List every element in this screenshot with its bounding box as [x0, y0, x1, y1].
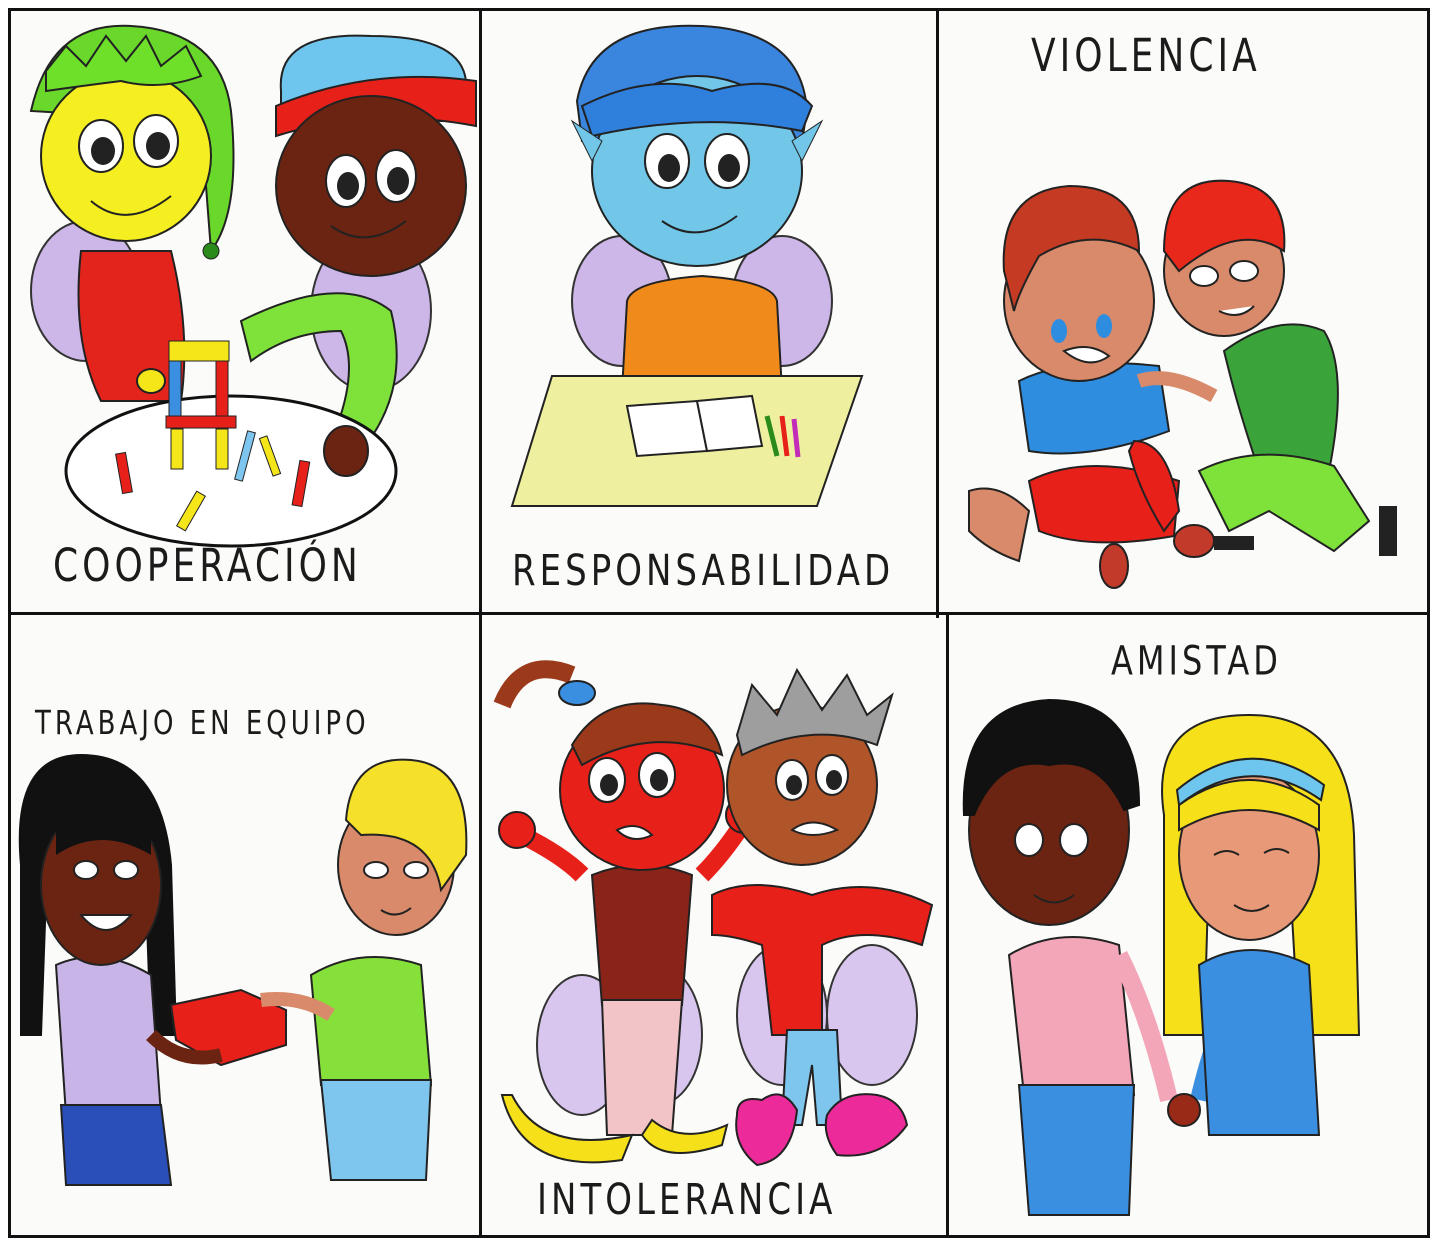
panel-label: RESPONSABILIDAD: [512, 546, 895, 596]
panel-trabajo-en-equipo: [11, 615, 479, 1238]
amistad-drawing: [949, 615, 1430, 1238]
panel-label: INTOLERANCIA: [537, 1175, 837, 1225]
panel-label: VIOLENCIA: [1031, 31, 1261, 83]
panel-label: COOPERACIÓN: [53, 541, 362, 593]
panel-intolerancia: [482, 615, 946, 1238]
panel-amistad: [949, 615, 1430, 1238]
panel-label: AMISTAD: [1111, 637, 1282, 685]
responsabilidad-drawing: [482, 11, 936, 612]
cooperacion-drawing: [11, 11, 479, 612]
panel-label: TRABAJO EN EQUIPO: [35, 705, 370, 743]
panel-cooperacion: [11, 11, 479, 612]
violencia-drawing: [939, 11, 1430, 612]
panel-violencia: [939, 11, 1430, 612]
intolerancia-drawing: [482, 615, 946, 1238]
panel-responsabilidad: [482, 11, 936, 612]
